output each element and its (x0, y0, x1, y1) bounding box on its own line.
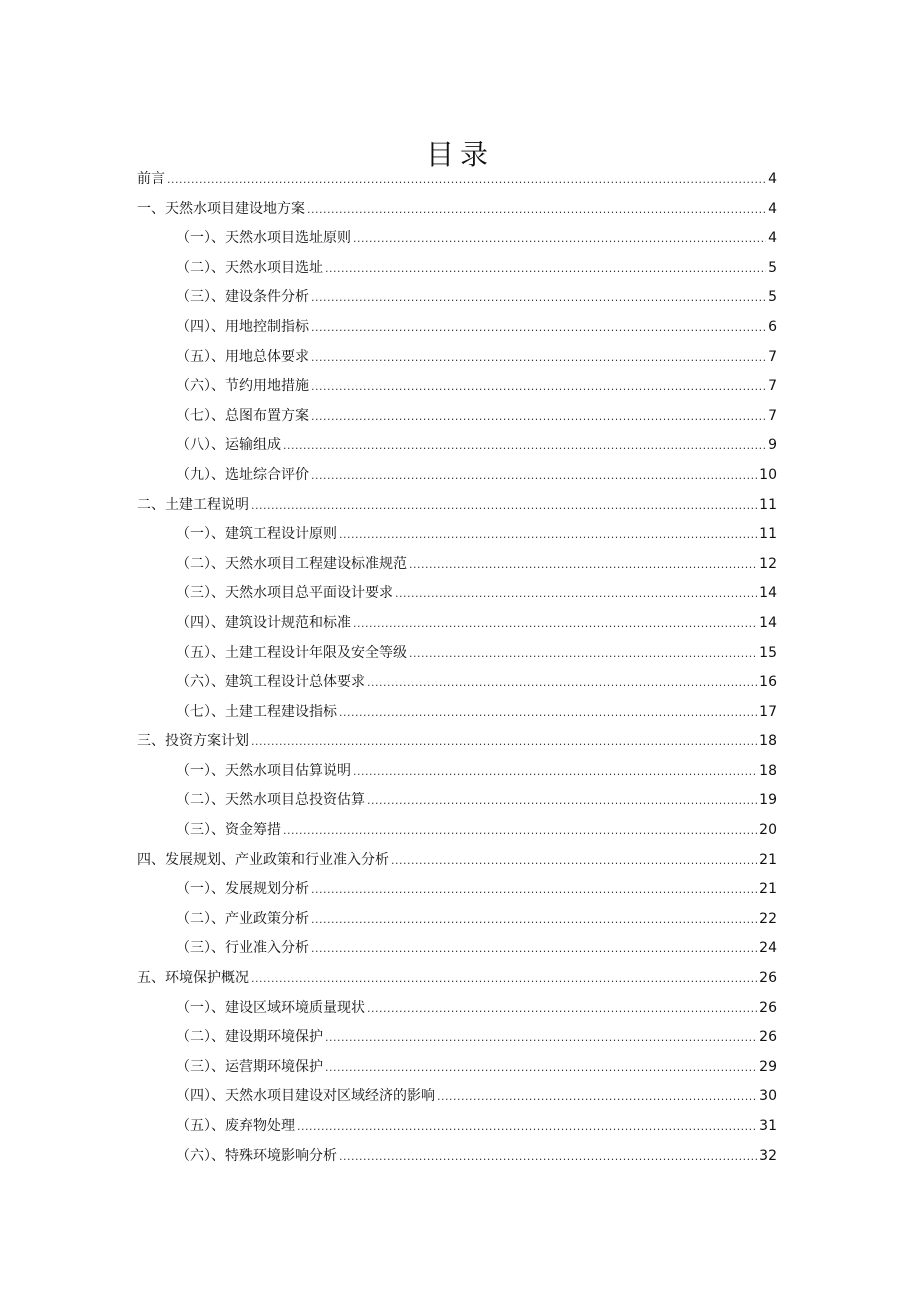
toc-entry[interactable] (137, 1112, 777, 1142)
toc-entry-label: （一）、建筑工程设计原则 (176, 526, 337, 543)
toc-dot-leader (353, 609, 757, 639)
toc-entry-label: （七）、土建工程建设指标 (176, 703, 337, 720)
toc-entry[interactable] (137, 609, 777, 639)
toc-entry[interactable] (137, 372, 777, 402)
toc-dot-leader (311, 283, 766, 313)
toc-entry[interactable] (137, 846, 777, 876)
toc-entry[interactable] (137, 165, 777, 195)
toc-dot-leader (409, 550, 757, 580)
toc-entry-label: （二）、天然水项目总投资估算 (176, 792, 365, 809)
toc-entry-page-number: 15 (759, 644, 777, 661)
toc-entry[interactable] (137, 816, 777, 846)
toc-dot-leader (367, 786, 757, 816)
toc-entry-page-number: 16 (759, 674, 777, 691)
toc-entry-page-number: 5 (768, 289, 777, 306)
toc-entry[interactable] (137, 1142, 777, 1172)
toc-entry[interactable] (137, 905, 777, 935)
toc-entry-page-number: 24 (759, 940, 777, 957)
toc-entry[interactable] (137, 1053, 777, 1083)
toc-entry[interactable] (137, 283, 777, 313)
toc-entry[interactable] (137, 727, 777, 757)
toc-dot-leader (391, 846, 757, 876)
toc-entry-page-number: 14 (759, 585, 777, 602)
toc-dot-leader (395, 579, 757, 609)
toc-dot-leader (311, 402, 766, 432)
toc-dot-leader (297, 1112, 757, 1142)
toc-entry-label: （二）、天然水项目工程建设标准规范 (176, 555, 407, 572)
toc-dot-leader (311, 875, 757, 905)
toc-entry-page-number: 18 (759, 733, 777, 750)
toc-dot-leader (437, 1082, 757, 1112)
toc-entry-page-number: 21 (759, 881, 777, 898)
toc-entry-page-number: 31 (759, 1118, 777, 1134)
toc-entry[interactable] (137, 343, 777, 373)
toc-entry-label: （三）、资金筹措 (176, 822, 281, 839)
toc-entry-page-number: 4 (768, 200, 777, 217)
toc-entry[interactable] (137, 934, 777, 964)
toc-entry-page-number: 4 (768, 171, 777, 187)
toc-entry[interactable] (137, 786, 777, 816)
toc-dot-leader (353, 757, 757, 787)
toc-dot-leader (311, 343, 766, 373)
toc-entry-label: （六）、节约用地措施 (176, 378, 309, 395)
toc-entry-page-number: 11 (759, 526, 777, 543)
toc-entry[interactable] (137, 757, 777, 787)
toc-entry-label: （三）、行业准入分析 (176, 940, 309, 957)
toc-dot-leader (251, 727, 757, 757)
toc-entry[interactable] (137, 254, 777, 284)
toc-dot-leader (311, 934, 757, 964)
toc-entry-page-number: 18 (759, 762, 777, 779)
toc-entry[interactable] (137, 195, 777, 225)
toc-entry-label: （五）、废弃物处理 (176, 1118, 295, 1134)
toc-entry-page-number: 11 (759, 496, 777, 513)
toc-entry-page-number: 5 (768, 259, 777, 276)
toc-dot-leader (251, 491, 757, 521)
page-title: 目录 (425, 137, 494, 171)
toc-entry-label: （四）、用地控制指标 (176, 318, 309, 335)
toc-entry[interactable] (137, 550, 777, 580)
toc-entry[interactable] (137, 1082, 777, 1112)
toc-dot-leader (251, 964, 757, 994)
toc-entry-page-number: 7 (768, 378, 777, 395)
toc-entry-page-number: 22 (759, 910, 777, 927)
toc-dot-leader (311, 905, 757, 935)
toc-entry-page-number: 20 (759, 822, 777, 839)
toc-entry-label: （四）、天然水项目建设对区域经济的影响 (176, 1088, 435, 1105)
toc-entry-label: （七）、总图布置方案 (176, 407, 309, 424)
toc-entry-label: （六）、建筑工程设计总体要求 (176, 674, 365, 691)
toc-dot-leader (409, 639, 757, 669)
toc-entry-label: （三）、天然水项目总平面设计要求 (176, 585, 393, 602)
toc-entry[interactable] (137, 431, 777, 461)
toc-entry-page-number: 29 (759, 1058, 777, 1075)
toc-entry-page-number: 12 (759, 555, 777, 572)
toc-entry-label: （二）、天然水项目选址 (176, 259, 323, 276)
toc-entry[interactable] (137, 994, 777, 1024)
toc-entry-page-number: 7 (768, 348, 777, 365)
toc-entry-label: （五）、土建工程设计年限及安全等级 (176, 644, 407, 661)
toc-entry[interactable] (137, 964, 777, 994)
toc-entry[interactable] (137, 639, 777, 669)
toc-entry-label: （一）、发展规划分析 (176, 881, 309, 898)
toc-dot-leader (311, 372, 766, 402)
toc-entry-label: （一）、天然水项目选址原则 (176, 230, 351, 247)
toc-entry-page-number: 19 (759, 792, 777, 809)
toc-dot-leader (283, 431, 766, 461)
toc-entry-label: （一）、天然水项目估算说明 (176, 762, 351, 779)
table-of-contents (137, 165, 777, 1171)
toc-entry[interactable] (137, 698, 777, 728)
toc-entry-label: （八）、运输组成 (176, 437, 281, 454)
toc-dot-leader (311, 461, 757, 491)
toc-dot-leader (367, 994, 757, 1024)
toc-dot-leader (167, 165, 766, 195)
toc-dot-leader (339, 698, 757, 728)
toc-entry-page-number: 14 (759, 614, 777, 631)
toc-entry-label: （二）、产业政策分析 (176, 910, 309, 927)
toc-entry-label: 一、天然水项目建设地方案 (137, 200, 305, 217)
toc-entry-label: （三）、建设条件分析 (176, 289, 309, 306)
toc-dot-leader (325, 1053, 757, 1083)
toc-entry[interactable] (137, 579, 777, 609)
toc-entry[interactable] (137, 668, 777, 698)
toc-entry-page-number: 21 (759, 851, 777, 868)
toc-dot-leader (339, 520, 757, 550)
toc-entry-label: 前言 (137, 171, 165, 187)
toc-entry-label: 五、环境保护概况 (137, 970, 249, 987)
toc-entry[interactable] (137, 1023, 777, 1053)
toc-entry[interactable] (137, 461, 777, 491)
toc-entry-label: （四）、建筑设计规范和标准 (176, 614, 351, 631)
toc-entry-page-number: 6 (768, 318, 777, 335)
toc-entry[interactable] (137, 224, 777, 254)
toc-entry[interactable] (137, 313, 777, 343)
toc-dot-leader (311, 313, 766, 343)
toc-dot-leader (367, 668, 757, 698)
toc-entry-label: 二、土建工程说明 (137, 496, 249, 513)
toc-entry[interactable] (137, 402, 777, 432)
toc-entry[interactable] (137, 520, 777, 550)
toc-entry-label: （五）、用地总体要求 (176, 348, 309, 365)
toc-entry-page-number: 17 (759, 703, 777, 720)
toc-entry-page-number: 26 (759, 999, 777, 1016)
toc-dot-leader (283, 816, 757, 846)
toc-dot-leader (353, 224, 766, 254)
toc-entry-label: 三、投资方案计划 (137, 733, 249, 750)
toc-dot-leader (307, 195, 766, 225)
toc-entry-label: （六）、特殊环境影响分析 (176, 1147, 337, 1164)
toc-entry-label: （九）、选址综合评价 (176, 466, 309, 483)
toc-dot-leader (339, 1142, 757, 1172)
toc-entry-page-number: 7 (768, 407, 777, 424)
toc-entry-page-number: 4 (768, 230, 777, 247)
toc-entry-label: （一）、建设区域环境质量现状 (176, 999, 365, 1016)
toc-dot-leader (325, 1023, 757, 1053)
toc-entry-label: （三）、运营期环境保护 (176, 1058, 323, 1075)
toc-entry-page-number: 26 (759, 1029, 777, 1046)
toc-entry-page-number: 10 (759, 466, 777, 483)
toc-entry-page-number: 9 (768, 437, 777, 454)
toc-dot-leader (325, 254, 766, 284)
toc-entry[interactable] (137, 491, 777, 521)
toc-entry[interactable] (137, 875, 777, 905)
toc-entry-page-number: 32 (759, 1147, 777, 1164)
toc-entry-label: 四、发展规划、产业政策和行业准入分析 (137, 851, 389, 868)
toc-entry-page-number: 30 (759, 1088, 777, 1105)
toc-entry-page-number: 26 (759, 970, 777, 987)
toc-entry-label: （二）、建设期环境保护 (176, 1029, 323, 1046)
